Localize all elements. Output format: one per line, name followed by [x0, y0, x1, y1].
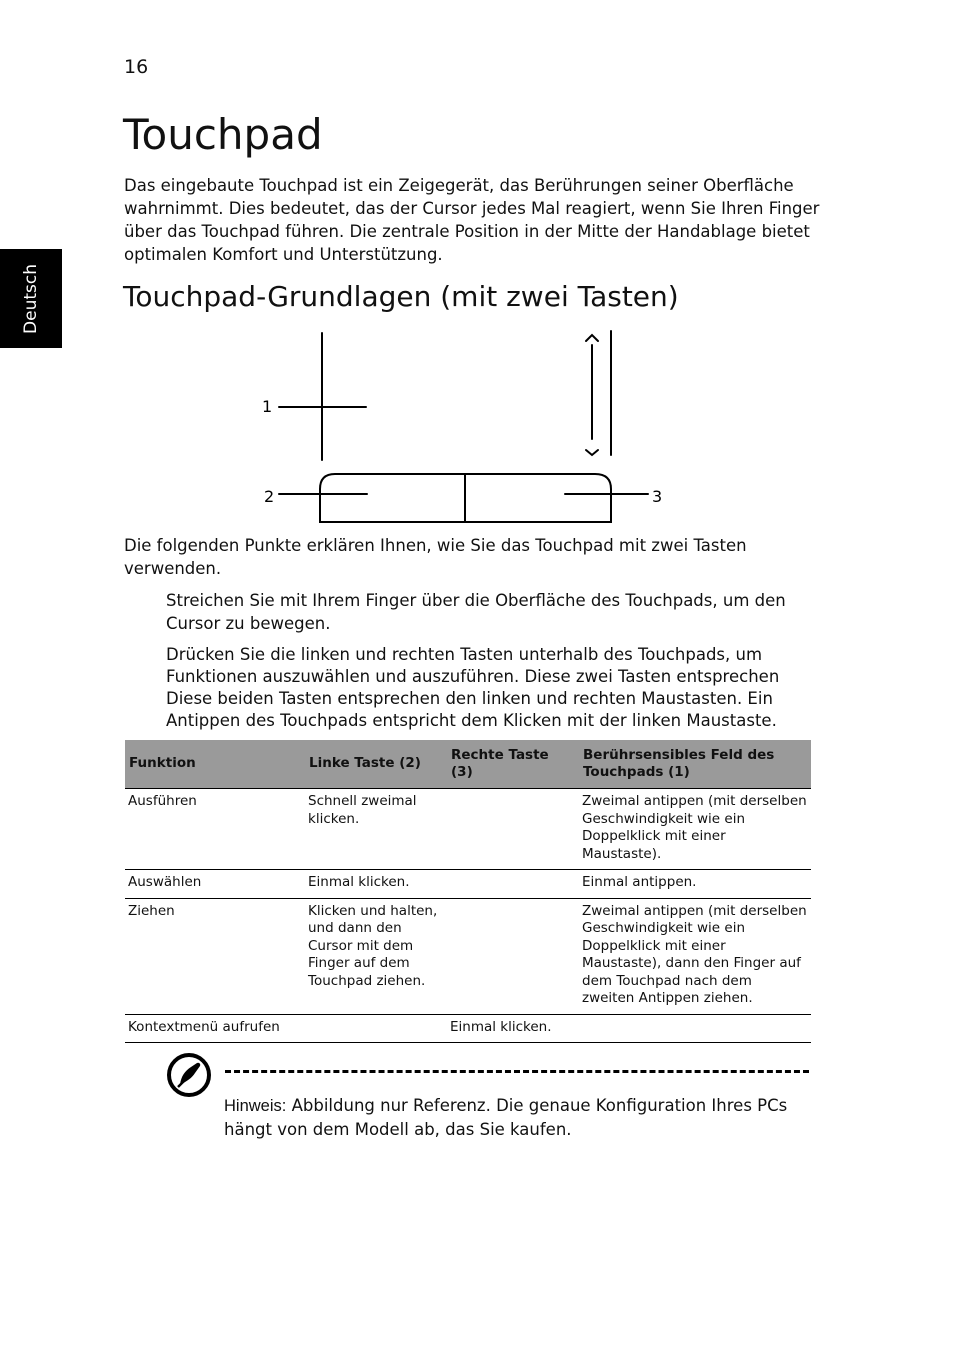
- table-header-cell: Linke Taste (2): [305, 740, 447, 789]
- table-cell: Einmal antippen.: [579, 870, 811, 899]
- table-cell: [579, 1014, 811, 1043]
- table-header-row: [125, 740, 811, 789]
- table-header-cell: Rechte Taste (3): [447, 740, 579, 789]
- table-cell: [447, 898, 579, 1014]
- table-cell: Einmal klicken.: [447, 1014, 579, 1043]
- table-row: [125, 870, 811, 899]
- table-cell: [447, 789, 579, 870]
- table-cell: Kontextmenü aufrufen: [125, 1014, 305, 1043]
- note-icon: [166, 1052, 212, 1098]
- table-cell: Klicken und halten, und dann den Cursor mit dem Finger auf dem Touchpad ziehen.: [305, 898, 447, 1014]
- bullet-item: Drücken Sie die linken und rechten Tasten unterhalb des Touchpads, um Funktionen auszuwählen und auszuführen. Diese zwei Tasten entsprechen Diese beiden Tasten entsprechen den linken und rechten Maustasten. Ein Antippen des Touchpads entspricht dem Klicken mit der linken Maustaste.: [166, 645, 780, 730]
- table-cell: Ziehen: [125, 898, 305, 1014]
- table-cell: [305, 1014, 447, 1043]
- table-cell: Ausführen: [125, 789, 305, 870]
- table-cell: Zweimal antippen (mit derselben Geschwindigkeit wie ein Doppelklick mit einer Maustaste), dann den Finger auf dem Touchpad nach dem zweiten Antippen ziehen.: [579, 898, 811, 1014]
- section-title: Touchpad-Grundlagen (mit zwei Tasten): [123, 280, 679, 313]
- function-table: [125, 740, 811, 1043]
- language-tab-label: Deutsch: [21, 264, 41, 334]
- table-row: [125, 789, 811, 870]
- note-divider: [225, 1070, 809, 1073]
- scroll-up-icon: [586, 335, 598, 341]
- table-cell: [447, 870, 579, 899]
- language-tab: [0, 249, 62, 348]
- note-label: Hinweis:: [224, 1097, 287, 1115]
- page-number: 16: [124, 56, 149, 78]
- table-cell: Einmal klicken.: [305, 870, 447, 899]
- list-intro: Die folgenden Punkte erklären Ihnen, wie Sie das Touchpad mit zwei Tasten verwenden.: [124, 536, 747, 578]
- touchpad-diagram: [250, 325, 670, 530]
- note-text: [224, 1094, 824, 1141]
- table-header-cell: Berührsensibles Feld des Touchpads (1): [579, 740, 811, 789]
- bullet-item: Streichen Sie mit Ihrem Finger über die Oberfläche des Touchpads, um den Cursor zu bewegen.: [166, 591, 786, 633]
- table-cell: Auswählen: [125, 870, 305, 899]
- label-2: 2: [264, 487, 275, 506]
- note-body: Abbildung nur Referenz. Die genaue Konfiguration Ihres PCs hängt von dem Modell ab, das Sie kaufen.: [224, 1096, 788, 1139]
- table-header-cell: Funktion: [125, 740, 305, 789]
- table-row: [125, 1014, 811, 1043]
- label-3: 3: [652, 487, 663, 506]
- page-title: Touchpad: [123, 110, 323, 159]
- table-cell: Zweimal antippen (mit derselben Geschwindigkeit wie ein Doppelklick mit einer Maustaste).: [579, 789, 811, 870]
- table-cell: Schnell zweimal klicken.: [305, 789, 447, 870]
- table-row: [125, 898, 811, 1014]
- label-1: 1: [262, 397, 273, 416]
- scroll-down-icon: [586, 450, 598, 455]
- intro-paragraph: Das eingebaute Touchpad ist ein Zeigegerät, das Berührungen seiner Oberfläche wahrnimmt. Dies bedeutet, das der Cursor jedes Mal reagiert, wenn Sie Ihren Finger über das Touchpad führen. Die zentrale Position in der Mitte der Handablage bietet optimalen Komfort und Unterstützung.: [124, 176, 820, 264]
